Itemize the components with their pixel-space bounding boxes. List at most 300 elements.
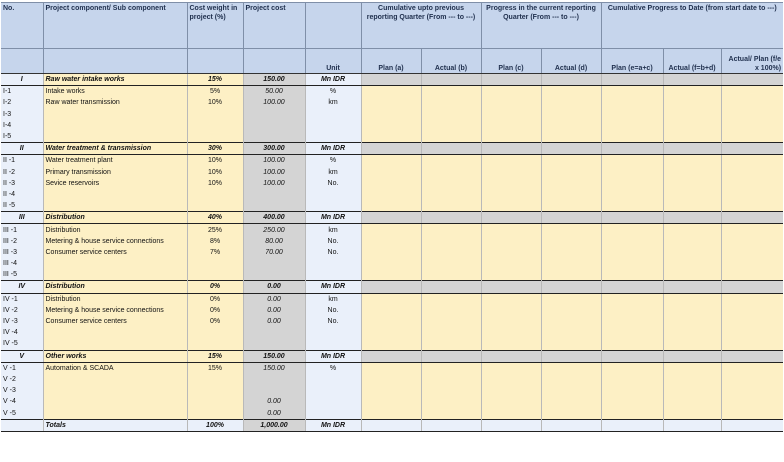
item-number: III -5 xyxy=(1,269,43,281)
item-name: Sevice reservoirs xyxy=(43,178,187,189)
item-number: V -4 xyxy=(1,396,43,407)
progress-cell xyxy=(361,385,421,396)
item-row xyxy=(1,200,783,212)
progress-cell xyxy=(601,247,663,258)
progress-cell xyxy=(361,407,421,419)
progress-cell xyxy=(421,178,481,189)
totals-cost: 1,000.00 xyxy=(243,419,305,431)
progress-cell xyxy=(601,316,663,327)
item-weight xyxy=(187,407,243,419)
item-cost xyxy=(243,120,305,131)
progress-cell xyxy=(481,86,541,98)
progress-cell xyxy=(361,97,421,108)
item-row xyxy=(1,131,783,143)
item-name xyxy=(43,269,187,281)
item-weight xyxy=(187,189,243,200)
item-weight: 8% xyxy=(187,236,243,247)
progress-cell xyxy=(601,178,663,189)
progress-cell xyxy=(663,212,721,224)
progress-cell xyxy=(541,327,601,338)
progress-cell xyxy=(541,338,601,350)
section-row xyxy=(1,281,783,293)
progress-cell xyxy=(421,327,481,338)
section-unit: Mn IDR xyxy=(305,74,361,86)
progress-cell xyxy=(601,236,663,247)
progress-cell xyxy=(721,305,783,316)
progress-cell xyxy=(721,316,783,327)
progress-cell xyxy=(541,131,601,143)
progress-cell xyxy=(481,109,541,120)
item-cost xyxy=(243,189,305,200)
header-unit-spacer xyxy=(305,3,361,49)
section-row xyxy=(1,143,783,155)
progress-cell xyxy=(361,86,421,98)
item-row xyxy=(1,224,783,236)
progress-cell xyxy=(481,131,541,143)
item-weight xyxy=(187,374,243,385)
item-cost: 100.00 xyxy=(243,97,305,108)
progress-cell xyxy=(481,120,541,131)
progress-cell xyxy=(361,305,421,316)
item-cost: 70.00 xyxy=(243,247,305,258)
item-name: Consumer service centers xyxy=(43,247,187,258)
header-project-cost: Project cost xyxy=(243,3,305,49)
item-weight xyxy=(187,109,243,120)
progress-cell xyxy=(481,407,541,419)
progress-cell xyxy=(601,396,663,407)
progress-cell xyxy=(361,316,421,327)
progress-cell xyxy=(541,178,601,189)
progress-cell xyxy=(481,247,541,258)
progress-cell xyxy=(601,350,663,362)
progress-cell xyxy=(361,327,421,338)
progress-cell xyxy=(361,189,421,200)
item-name: Metering & house service connections xyxy=(43,236,187,247)
progress-cell xyxy=(721,362,783,374)
item-row xyxy=(1,120,783,131)
progress-cell xyxy=(361,293,421,305)
item-weight xyxy=(187,327,243,338)
progress-cell xyxy=(421,143,481,155)
progress-cell xyxy=(601,269,663,281)
progress-cell xyxy=(481,281,541,293)
progress-cell xyxy=(721,74,783,86)
item-weight: 10% xyxy=(187,167,243,178)
item-name: Intake works xyxy=(43,86,187,98)
item-weight: 5% xyxy=(187,86,243,98)
progress-cell xyxy=(481,305,541,316)
progress-cell xyxy=(721,97,783,108)
progress-cell xyxy=(663,189,721,200)
header-actual-b: Actual (b) xyxy=(421,49,481,74)
progress-cell xyxy=(481,189,541,200)
progress-cell xyxy=(541,247,601,258)
item-row xyxy=(1,316,783,327)
item-number: V -1 xyxy=(1,362,43,374)
progress-cell xyxy=(663,269,721,281)
progress-cell xyxy=(721,236,783,247)
section-cost: 0.00 xyxy=(243,281,305,293)
progress-cell xyxy=(663,143,721,155)
progress-cell xyxy=(481,212,541,224)
section-cost: 150.00 xyxy=(243,74,305,86)
progress-cell xyxy=(721,293,783,305)
item-unit xyxy=(305,374,361,385)
progress-cell xyxy=(663,396,721,407)
progress-cell xyxy=(421,350,481,362)
item-unit xyxy=(305,407,361,419)
progress-cell xyxy=(721,224,783,236)
progress-cell xyxy=(663,131,721,143)
item-unit: km xyxy=(305,293,361,305)
progress-cell xyxy=(601,407,663,419)
item-unit: No. xyxy=(305,316,361,327)
section-name: Other works xyxy=(43,350,187,362)
item-cost: 0.00 xyxy=(243,316,305,327)
section-unit: Mn IDR xyxy=(305,350,361,362)
progress-cell xyxy=(361,350,421,362)
progress-cell xyxy=(481,396,541,407)
progress-cell xyxy=(421,120,481,131)
item-weight: 0% xyxy=(187,293,243,305)
section-weight: 15% xyxy=(187,350,243,362)
item-weight xyxy=(187,200,243,212)
progress-cell xyxy=(481,224,541,236)
progress-cell xyxy=(421,407,481,419)
progress-cell xyxy=(361,155,421,167)
item-name xyxy=(43,258,187,269)
item-number: I-1 xyxy=(1,86,43,98)
section-name: Distribution xyxy=(43,281,187,293)
progress-cell xyxy=(721,269,783,281)
item-unit: km xyxy=(305,224,361,236)
section-weight: 0% xyxy=(187,281,243,293)
item-weight: 7% xyxy=(187,247,243,258)
progress-cell xyxy=(601,155,663,167)
progress-cell xyxy=(663,74,721,86)
section-weight: 15% xyxy=(187,74,243,86)
progress-cell xyxy=(601,224,663,236)
progress-cell xyxy=(421,212,481,224)
item-weight: 10% xyxy=(187,178,243,189)
progress-cell xyxy=(601,200,663,212)
progress-cell xyxy=(421,247,481,258)
item-row xyxy=(1,167,783,178)
section-weight: 30% xyxy=(187,143,243,155)
item-number: III -3 xyxy=(1,247,43,258)
item-name xyxy=(43,407,187,419)
subheader-blank xyxy=(43,49,187,74)
item-unit xyxy=(305,385,361,396)
progress-cell xyxy=(721,258,783,269)
progress-cell xyxy=(361,224,421,236)
item-name xyxy=(43,327,187,338)
progress-cell xyxy=(481,293,541,305)
item-weight xyxy=(187,131,243,143)
item-cost: 0.00 xyxy=(243,305,305,316)
item-row xyxy=(1,293,783,305)
header-cumulative-progress: Cumulative Progress to Date (from start date to ---) xyxy=(601,3,783,49)
progress-cell xyxy=(541,350,601,362)
progress-cell xyxy=(361,419,421,431)
progress-cell xyxy=(421,293,481,305)
item-number: II -5 xyxy=(1,200,43,212)
section-unit: Mn IDR xyxy=(305,212,361,224)
progress-cell xyxy=(361,109,421,120)
totals-unit: Mn IDR xyxy=(305,419,361,431)
progress-cell xyxy=(421,269,481,281)
progress-cell xyxy=(663,178,721,189)
item-number: IV -1 xyxy=(1,293,43,305)
progress-cell xyxy=(601,212,663,224)
section-row xyxy=(1,350,783,362)
item-cost: 0.00 xyxy=(243,396,305,407)
progress-cell xyxy=(663,200,721,212)
progress-cell xyxy=(601,338,663,350)
progress-cell xyxy=(601,419,663,431)
item-number: II -4 xyxy=(1,189,43,200)
progress-cell xyxy=(663,258,721,269)
progress-cell xyxy=(421,316,481,327)
progress-cell xyxy=(663,316,721,327)
progress-cell xyxy=(541,316,601,327)
item-name: Metering & house service connections xyxy=(43,305,187,316)
progress-cell xyxy=(663,305,721,316)
progress-cell xyxy=(421,167,481,178)
section-name: Raw water intake works xyxy=(43,74,187,86)
progress-cell xyxy=(601,362,663,374)
section-name: Water treatment & transmission xyxy=(43,143,187,155)
progress-cell xyxy=(421,86,481,98)
progress-cell xyxy=(541,236,601,247)
progress-cell xyxy=(601,120,663,131)
item-unit: % xyxy=(305,362,361,374)
progress-cell xyxy=(601,281,663,293)
progress-cell xyxy=(481,316,541,327)
item-weight xyxy=(187,269,243,281)
header-actual-d: Actual (d) xyxy=(541,49,601,74)
progress-cell xyxy=(481,269,541,281)
item-weight xyxy=(187,385,243,396)
item-number: III -4 xyxy=(1,258,43,269)
item-number: II -1 xyxy=(1,155,43,167)
progress-cell xyxy=(481,97,541,108)
item-cost xyxy=(243,269,305,281)
progress-cell xyxy=(421,338,481,350)
progress-cell xyxy=(421,200,481,212)
progress-cell xyxy=(421,396,481,407)
subheader-blank xyxy=(187,49,243,74)
item-number: I-2 xyxy=(1,97,43,108)
progress-cell xyxy=(721,385,783,396)
item-cost xyxy=(243,338,305,350)
item-name: Primary transmission xyxy=(43,167,187,178)
progress-cell xyxy=(721,86,783,98)
item-number: III -1 xyxy=(1,224,43,236)
progress-cell xyxy=(541,305,601,316)
item-unit: km xyxy=(305,97,361,108)
progress-cell xyxy=(361,374,421,385)
progress-cell xyxy=(421,374,481,385)
progress-cell xyxy=(721,338,783,350)
header-actual-plan: Actual/ Plan (f/e x 100%) xyxy=(721,49,783,74)
progress-cell xyxy=(361,120,421,131)
progress-cell xyxy=(541,189,601,200)
progress-cell xyxy=(721,350,783,362)
item-cost xyxy=(243,374,305,385)
progress-cell xyxy=(721,131,783,143)
progress-cell xyxy=(721,143,783,155)
progress-cell xyxy=(541,155,601,167)
section-number: IV xyxy=(1,281,43,293)
progress-cell xyxy=(541,224,601,236)
progress-cell xyxy=(601,74,663,86)
item-unit xyxy=(305,338,361,350)
item-row xyxy=(1,189,783,200)
item-cost: 100.00 xyxy=(243,178,305,189)
item-number: IV -3 xyxy=(1,316,43,327)
progress-cell xyxy=(421,362,481,374)
item-row xyxy=(1,155,783,167)
item-row xyxy=(1,374,783,385)
item-number: II -3 xyxy=(1,178,43,189)
progress-cell xyxy=(421,236,481,247)
progress-cell xyxy=(421,74,481,86)
progress-cell xyxy=(541,200,601,212)
progress-cell xyxy=(721,281,783,293)
progress-cell xyxy=(663,374,721,385)
progress-cell xyxy=(541,143,601,155)
progress-cell xyxy=(601,109,663,120)
progress-cell xyxy=(541,396,601,407)
item-weight xyxy=(187,258,243,269)
progress-cell xyxy=(721,189,783,200)
progress-cell xyxy=(721,167,783,178)
item-row xyxy=(1,178,783,189)
item-row xyxy=(1,236,783,247)
progress-cell xyxy=(481,236,541,247)
progress-cell xyxy=(361,258,421,269)
progress-cell xyxy=(361,74,421,86)
item-number: II -2 xyxy=(1,167,43,178)
progress-cell xyxy=(721,327,783,338)
item-cost: 100.00 xyxy=(243,167,305,178)
item-number: V -5 xyxy=(1,407,43,419)
item-cost: 250.00 xyxy=(243,224,305,236)
progress-cell xyxy=(663,385,721,396)
item-cost xyxy=(243,109,305,120)
progress-cell xyxy=(601,97,663,108)
item-weight xyxy=(187,338,243,350)
item-row xyxy=(1,247,783,258)
progress-cell xyxy=(481,338,541,350)
item-unit xyxy=(305,258,361,269)
progress-cell xyxy=(481,362,541,374)
progress-cell xyxy=(663,293,721,305)
progress-cell xyxy=(663,224,721,236)
section-number: III xyxy=(1,212,43,224)
item-cost: 50.00 xyxy=(243,86,305,98)
item-number: IV -5 xyxy=(1,338,43,350)
progress-cell xyxy=(663,236,721,247)
section-weight: 40% xyxy=(187,212,243,224)
progress-cell xyxy=(421,281,481,293)
item-name xyxy=(43,374,187,385)
progress-cell xyxy=(541,258,601,269)
item-number: III -2 xyxy=(1,236,43,247)
progress-cell xyxy=(361,269,421,281)
progress-cell xyxy=(481,74,541,86)
item-weight: 15% xyxy=(187,362,243,374)
progress-cell xyxy=(481,258,541,269)
progress-cell xyxy=(421,305,481,316)
progress-cell xyxy=(481,178,541,189)
progress-cell xyxy=(541,374,601,385)
item-weight: 0% xyxy=(187,316,243,327)
progress-cell xyxy=(421,97,481,108)
item-row xyxy=(1,109,783,120)
progress-cell xyxy=(541,120,601,131)
item-cost: 80.00 xyxy=(243,236,305,247)
progress-cell xyxy=(541,109,601,120)
progress-cell xyxy=(601,305,663,316)
progress-cell xyxy=(541,385,601,396)
item-row xyxy=(1,338,783,350)
subheader-blank xyxy=(243,49,305,74)
progress-cell xyxy=(361,167,421,178)
item-name xyxy=(43,109,187,120)
item-name: Consumer service centers xyxy=(43,316,187,327)
item-unit xyxy=(305,131,361,143)
item-number: I-4 xyxy=(1,120,43,131)
item-name xyxy=(43,385,187,396)
progress-cell xyxy=(541,212,601,224)
progress-cell xyxy=(421,258,481,269)
progress-cell xyxy=(601,189,663,200)
item-unit xyxy=(305,189,361,200)
progress-cell xyxy=(663,327,721,338)
progress-cell xyxy=(541,407,601,419)
item-unit xyxy=(305,327,361,338)
progress-cell xyxy=(361,362,421,374)
item-name: Distribution xyxy=(43,224,187,236)
progress-cell xyxy=(361,212,421,224)
progress-cell xyxy=(541,419,601,431)
item-number: IV -4 xyxy=(1,327,43,338)
item-row xyxy=(1,396,783,407)
progress-cell xyxy=(541,281,601,293)
item-unit: km xyxy=(305,167,361,178)
item-weight: 10% xyxy=(187,155,243,167)
section-name: Distribution xyxy=(43,212,187,224)
item-row xyxy=(1,362,783,374)
item-row xyxy=(1,269,783,281)
progress-cell xyxy=(541,269,601,281)
section-number: V xyxy=(1,350,43,362)
progress-cell xyxy=(663,338,721,350)
subheader-blank xyxy=(1,49,43,74)
progress-cell xyxy=(481,327,541,338)
item-row xyxy=(1,407,783,419)
item-weight: 25% xyxy=(187,224,243,236)
item-number: I-5 xyxy=(1,131,43,143)
progress-cell xyxy=(541,97,601,108)
item-row xyxy=(1,86,783,98)
item-name xyxy=(43,396,187,407)
item-number: V -2 xyxy=(1,374,43,385)
totals-weight: 100% xyxy=(187,419,243,431)
progress-cell xyxy=(481,143,541,155)
